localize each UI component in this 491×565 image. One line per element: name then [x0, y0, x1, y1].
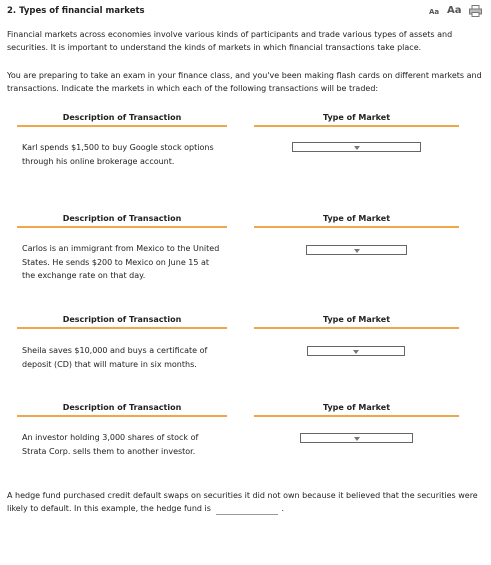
header-rule	[254, 125, 459, 127]
intro-paragraph-2: You are preparing to take an exam in your finance class, and you've been making flash cards on different markets and transactions. Indicate the markets in which each of the following transactions will be traded:	[7, 71, 482, 93]
print-icon[interactable]	[469, 5, 482, 17]
market-type-dropdown[interactable]	[300, 433, 413, 443]
font-size-large-button[interactable]: Aa	[447, 5, 462, 16]
header-rule	[254, 327, 459, 329]
header-rule	[17, 327, 227, 329]
description-line: through his online brokerage account.	[22, 156, 175, 166]
header-rule	[254, 415, 459, 417]
market-header: Type of Market	[322, 315, 391, 324]
market-header: Type of Market	[322, 403, 391, 412]
description-line: Carlos is an immigrant from Mexico to the United	[22, 244, 220, 253]
header-rule	[17, 415, 227, 417]
description-header: Description of Transaction	[62, 403, 182, 412]
chevron-down-icon	[354, 249, 360, 253]
market-type-dropdown[interactable]	[307, 346, 405, 356]
description-line: Sheila saves $10,000 and buys a certificate of	[22, 346, 208, 355]
market-header: Type of Market	[322, 113, 391, 122]
header-rule	[17, 226, 227, 228]
header-rule	[254, 226, 459, 228]
market-type-dropdown[interactable]	[306, 245, 407, 255]
description-line: An investor holding 3,000 shares of stock of	[22, 433, 199, 442]
description-line: Karl spends $1,500 to buy Google stock options	[22, 143, 214, 152]
description-header: Description of Transaction	[62, 113, 182, 122]
transaction-description	[22, 344, 232, 371]
chevron-down-icon	[353, 350, 359, 354]
chevron-down-icon	[354, 146, 360, 150]
question-title: 2. Types of financial markets	[7, 6, 145, 16]
description-line: deposit (CD) that will mature in six months.	[22, 359, 197, 369]
transaction-description	[22, 242, 232, 283]
description-header: Description of Transaction	[62, 214, 182, 223]
transaction-description	[22, 141, 232, 168]
font-size-small-button[interactable]: Aa	[429, 8, 440, 16]
hedge-fund-text-end: .	[281, 504, 285, 513]
description-header: Description of Transaction	[62, 315, 182, 324]
description-line: States. He sends $200 to Mexico on June 15 at	[22, 257, 210, 267]
market-header: Type of Market	[322, 214, 391, 223]
market-type-dropdown[interactable]	[292, 142, 421, 152]
hedge-fund-question	[7, 489, 483, 515]
transaction-description	[22, 431, 232, 458]
hedge-fund-answer-blank[interactable]	[216, 505, 278, 515]
chevron-down-icon	[354, 437, 360, 441]
hedge-fund-text: A hedge fund purchased credit default swaps on securities it did not own because it believed that the securities were likely to default. In this example, the hedge fund is	[7, 491, 478, 513]
description-line: Strata Corp. sells them to another investor.	[22, 446, 196, 456]
description-line: the exchange rate on that day.	[22, 271, 146, 280]
intro-paragraph-1: Financial markets across economies involve various kinds of participants and trade various types of assets and securities. It is important to understand the kinds of markets in which financial transactions take place.	[7, 30, 453, 52]
header-rule	[17, 125, 227, 127]
